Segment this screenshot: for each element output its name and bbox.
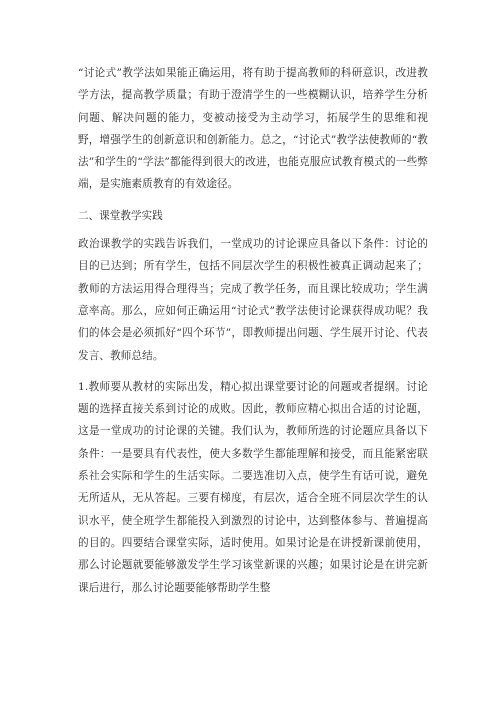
paragraph-practice: 政治课教学的实践告诉我们，一堂成功的讨论课应具备以下条件：讨论的目的已达到；所有学生，包括不同层次学生的积极性被真正调动起来了；教师的方法运用得合理得当；完成了教学任务，而且课比较成功；学生满意率高。那么，应如何正确运用“讨论式”教学法使讨论课获得成功呢？我们的体会是必须抓好“四个环节”，即教师提出问题、学生展开讨论、代表发言、教师总结。 [78,238,428,362]
paragraph-intro: “讨论式”教学法如果能正确运用，将有助于提高教师的科研意识，改进教学方法，提高教学质量；有助于澄清学生的一些模糊认识，培养学生分析问题、解决问题的能力，变被动接受为主动学习，拓展学生的思维和视野，增强学生的创新意识和创新能力。总之，“讨论式”教学法使教师的“教法”和学生的“学法”都能得到很大的改进，也能克服应试教育模式的一些弊端，是实施素质教育的有效途径。 [78,67,428,191]
paragraph-step1: 1.教师要从教材的实际出发，精心拟出课堂要讨论的问题或者提纲。讨论题的选择直接关系到讨论的成败。因此，教师应精心拟出合适的讨论题，这是一堂成功的讨论课的关键。我们认为，教师所选的讨论题应具备以下条件：一是要具有代表性，使大多数学生都能理解和接受，而且能紧密联系社会实际和学生的生活实际。二要选准切入点，使学生有话可说，避免无所适从，无从答起。三要有梯度，有层次，适合全班不同层次学生的认识水平，使全班学生都能投入到激烈的讨论中，达到整体参与、普遍提高的目的。四要结合课堂实际，适时使用。如果讨论是在讲授新课前使用，那么讨论题就要能够激发学生学习该堂新课的兴趣；如果讨论是在讲完新课后进行，那么讨论题要能够帮助学生整 [78,380,428,594]
document-page [78,62,428,599]
section-heading: 二、课堂教学实践 [78,209,163,222]
